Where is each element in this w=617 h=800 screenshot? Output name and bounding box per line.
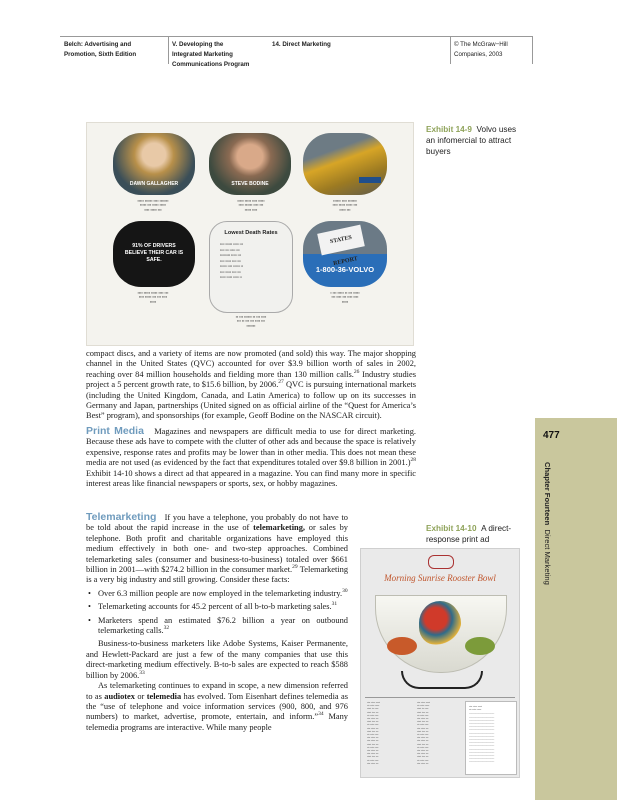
section-heading-telemarketing: Telemarketing <box>86 511 157 523</box>
header-separator <box>532 36 533 64</box>
tv-caption-text: ▪▪ ▪▪▪ ▪▪▪▪▪▪ ▪▪ ▪▪▪ ▪▪▪▪ ▪▪▪ ▪▪ ▪▪▪ ▪▪▪ ▪▪▪▪ ▪▪▪ ▪▪▪▪▪▪▪ <box>235 315 267 328</box>
tv-caption-text: ▪▪▪▪▪ ▪▪▪▪▪ ▪▪▪▪ ▪▪▪▪▪ ▪▪▪▪ ▪▪▪▪▪▪ ▪▪▪▪ ▪▪▪ ▪▪▪▪▪ ▪▪▪▪ <box>237 199 265 212</box>
header-rule <box>60 36 532 37</box>
ad-headline: Morning Sunrise Rooster Bowl <box>384 573 496 583</box>
tv-caption-text: ▪▪▪▪▪▪ ▪▪▪▪ ▪▪▪▪▪▪▪ ▪▪▪▪ ▪▪▪▪▪ ▪▪▪▪▪ ▪▪▪ ▪▪▪▪▪ ▪▪▪ <box>332 199 358 212</box>
tv-phone-number: 1-800-36-VOLVO <box>315 265 375 274</box>
tv-screen-spokesman <box>209 133 291 195</box>
tv-screen-death-rates <box>209 221 293 313</box>
page-number: 477 <box>543 430 560 441</box>
list-item: • Over 6.3 million people are now employed in the telemarketing industry.$^{30}$ <box>86 589 348 599</box>
body-paragraph-qvc: compact discs, and a variety of items are now promoted (and sold) this way. The major shopping channel in the United States (QVC) accounted for over $3.9 billion worth of sales in 2002, reaching over 84 million households and fielding more than 130 million calls.$^{26}$ Industry studies project a 5 percent growth rate, to $15.6 billion, by 2006.27 QVC is pursuing international markets (including the United Kingdom, Canada, and Latin America) to follow up on its successes in Germany and Japan, partnerships (United signed on as official airline of the “Quest for America’s Best” program), and sponsorships (for example, Geoff Bodine on the NASCAR circuit). <box>86 349 417 421</box>
tv-caption-text: ▪▪▪▪ ▪▪▪▪▪ ▪▪▪▪▪ ▪▪▪▪ ▪▪▪ ▪▪▪▪ ▪▪▪▪▪ ▪▪▪ ▪▪▪ ▪▪▪▪ ▪▪▪▪▪ <box>137 291 169 304</box>
section-print-media: Print Media Magazines and newspapers are difficult media to use for direct marketing. Because these ads have to compete with the clutter of other ads and because the space is relatively expensive, response rates and profits may be lower than in other media. This does not mean these media are not used (as evidenced by the fact that expenditures totaled over $9.8 billion in 2001.)$^{28}$ Exhibit 14-10 shows a direct ad that appeared in a magazine. You can find many more in specific interest areas like financial newspapers or sports, sex, or hobby magazines. <box>86 425 417 489</box>
ad-bowl-stand <box>401 671 483 689</box>
exhibit-14-9-caption: Exhibit 14-9 Volvo uses an infomercial to attract buyers <box>426 125 517 156</box>
tv-caption-text: ▪▪▪▪▪ ▪▪▪▪▪▪ ▪▪▪▪ ▪▪▪▪▪▪▪ ▪▪▪▪▪ ▪▪▪ ▪▪▪▪▪ ▪▪▪▪▪ ▪▪▪▪ ▪▪▪▪▪ ▪▪▪ <box>137 199 169 212</box>
tv-caption-text: ▪ ▪▪▪ ▪▪▪▪▪ ▪▪ ▪▪▪ ▪▪▪▪▪ ▪▪▪ ▪▪▪▪ ▪▪▪ ▪▪▪▪ ▪▪▪▪ ▪▪▪▪▪ <box>330 291 360 304</box>
section-heading-print-media: Print Media <box>86 425 144 437</box>
header-copyright: © The McGraw−Hill Companies, 2003 <box>454 41 508 58</box>
exhibit-14-10-caption: Exhibit 14-10 A direct- response print ad <box>426 524 512 544</box>
header-separator <box>168 36 169 64</box>
header-separator <box>450 36 451 64</box>
tv-caption-name: STEVE BODINE <box>231 181 269 187</box>
tv-statement-text: 91% OF DRIVERS BELIEVE THEIR CAR IS SAFE. <box>124 243 184 263</box>
chapter-running-title: Chapter Fourteen Direct Marketing <box>543 462 552 585</box>
ad-logo <box>428 555 454 569</box>
header-chapter: 14. Direct Marketing <box>272 41 331 48</box>
tv-screen-phone-number <box>303 221 387 287</box>
section-telemarketing: Telemarketing If you have a telephone, you probably do not have to be told about the rapid increase in the use of telemarketing, or sales by telephone. Both profit and charitable organizations have employed this medium effectively in both one- and two-step approaches. Combined telemarketing sales (consumer and business-to-business) totaled over $661 billion in 2001—with $274.2 billion in the consumer market.$^{29}$ Telemarketing is a very big industry and still growing. Consider these facts: • Over 6.3 million people are now employed in the telemarketing industry.$^{30}$ • Telemarketing accounts for 45.2 percent of all b-to-b marketing sales.$^{31}$ • Marketers spend an estimated $76.2 billion a year on outbound telemarketing calls.$^{32}$ Business-to-business marketers like Adobe Systems, Kaiser Permanente, and Hewlett-Packard are just a few of the many companies that use this direct-marketing medium effectively. B-to-b sales are expected to reach $588 billion by 2006.33 As telemarketing continues to expand in scope, a new dimension referred to as audiotex or telemedia has evolved. Tom Eisenhart defines telemedia as the “use of telephone and voice information services (900, 800, and 976 numbers) to market, advertise, promote, entertain, and inform.”$^{34}$ Many telemedia programs are interactive. While many people <box>86 512 348 733</box>
header-book: Belch: Advertising and Promotion, Sixth Edition <box>64 41 137 58</box>
death-rates-list: ▪▪▪▪ ▪▪▪▪▪▪ ▪▪▪▪▪ ▪▪▪ ▪▪▪▪ ▪▪▪ ▪▪▪▪▪ ▪▪▪ ▪▪▪▪▪▪▪▪▪ ▪▪▪▪▪ ▪▪▪ ▪▪▪▪ ▪▪▪▪▪ ▪▪▪▪ ▪▪▪ ▪▪▪▪▪▪ ▪▪▪▪ ▪▪▪▪▪▪ ▪▪ ▪▪▪▪ ▪▪▪▪▪ ▪▪▪▪ ▪▪▪ ▪▪▪▪▪ ▪▪▪▪▪ ▪▪▪▪▪ ▪▪ <box>220 242 243 279</box>
tv-caption-name: DAWN GALLAGHER <box>129 181 179 187</box>
telemarketing-facts-list <box>86 589 348 637</box>
death-rates-title: Lowest Death Rates <box>224 230 278 236</box>
header-part: V. Developing the Integrated Marketing Communications Program <box>172 41 250 68</box>
rooster-bowl-print-ad: Morning Sunrise Rooster Bowl ▪▪▪▪ ▪▪▪▪▪ ▪▪▪▪▪ ▪▪▪ ▪▪▪▪▪ ▪▪▪▪▪ ▪▪▪▪▪ ▪▪▪ ▪▪▪▪ ▪▪▪▪▪ ▪▪▪▪ ▪▪▪ ▪▪▪ ▪▪▪▪▪ ▪▪▪▪ ▪▪▪▪ ▪▪▪▪▪ ▪▪▪ ▪▪▪▪▪ ▪▪▪▪ ▪▪▪ ▪▪▪ ▪▪▪▪▪ ▪▪▪▪ ▪▪▪▪ ▪▪▪▪▪ ▪▪▪ ▪▪▪▪▪ ▪▪▪▪ ▪▪▪ ▪▪▪ ▪▪▪▪▪ ▪▪▪▪ ▪▪▪▪ ▪▪▪▪▪ ▪▪▪ ▪▪▪▪ ▪▪▪▪▪ ▪▪▪ ▪▪▪▪▪ ▪▪▪▪ ▪▪▪ ▪▪▪ ▪▪▪▪▪ ▪▪▪▪ ▪▪▪▪ ▪▪▪▪▪ ▪▪▪ ▪▪▪▪ ▪▪▪▪▪ ▪▪▪ ▪▪▪▪▪ ▪▪▪▪ ▪▪▪ ▪▪▪ ▪▪▪▪▪ ▪▪▪▪ ▪▪▪▪ ▪▪▪▪▪ ▪▪▪ ▪▪▪▪ ▪▪▪▪▪ ▪▪▪▪▪ ▪▪▪ ▪▪▪▪▪ ▪▪▪▪▪ ▪▪▪▪▪ ▪▪▪ ▪▪▪▪ ▪▪▪▪▪ ▪▪▪▪ ▪▪▪ ▪▪▪ ▪▪▪▪▪ ▪▪▪▪ ▪▪▪▪ ▪▪▪▪▪ ▪▪▪ ▪▪▪▪▪ ▪▪▪▪ ▪▪▪ ▪▪▪ ▪▪▪▪▪ ▪▪▪▪ ▪▪▪▪ ▪▪▪▪▪ ▪▪▪ ▪▪▪▪▪ ▪▪▪▪ ▪▪▪ ▪▪▪ ▪▪▪▪▪ ▪▪▪▪ ▪▪▪▪ ▪▪▪▪▪ ▪▪▪ ▪▪▪▪ ▪▪▪▪▪ ▪▪▪ ▪▪▪▪▪ ▪▪▪▪ ▪▪▪ ▪▪▪ ▪▪▪▪▪ ▪▪▪▪ ▪▪▪▪ ▪▪▪▪▪ ▪▪▪ ▪▪▪▪ ▪▪▪▪▪ ▪▪▪ ▪▪▪▪▪ ▪▪▪▪ ▪▪▪ ▪▪▪ ▪▪▪▪▪ ▪▪▪▪ ▪▪▪▪ ▪▪▪▪▪ ▪▪▪ ▪▪▪▪ ▪▪▪▪▪ ▪▪▪▪▪ ▪▪▪ ▪▪▪▪▪ ▪▪▪▪▪ ___________________ ___________________ ___________________ ___________________ ___________________ ___________________ ___________________ ___________________ ___________________ ___________________ ___________________ ___________________ ___________________ ___________________ ___________________ ___________________ <box>360 548 520 778</box>
tv-screen-presenter <box>113 133 195 195</box>
tv-screen-statement <box>113 221 195 287</box>
list-item: • Telemarketing accounts for 45.2 percent of all b-to-b marketing sales.$^{31}$ <box>86 602 348 612</box>
list-item: • Marketers spend an estimated $76.2 billion a year on outbound telemarketing calls.$^{32}$ <box>86 616 348 637</box>
ad-rooster <box>419 601 461 645</box>
tv-sign: STATES REPORT <box>317 225 365 256</box>
volvo-infomercial-figure <box>86 122 414 346</box>
ad-order-coupon: ▪▪▪▪ ▪▪▪▪▪ ▪▪▪▪▪ ▪▪▪ ▪▪▪▪▪ ▪▪▪▪▪ ___________________ ___________________ ___________________ ___________________ ___________________ ___________________ ___________________ ___________________ ___________________ ___________________ ___________________ ___________________ ___________________ ___________________ ___________________ ___________________ <box>465 701 517 775</box>
tv-screen-car <box>303 133 387 195</box>
